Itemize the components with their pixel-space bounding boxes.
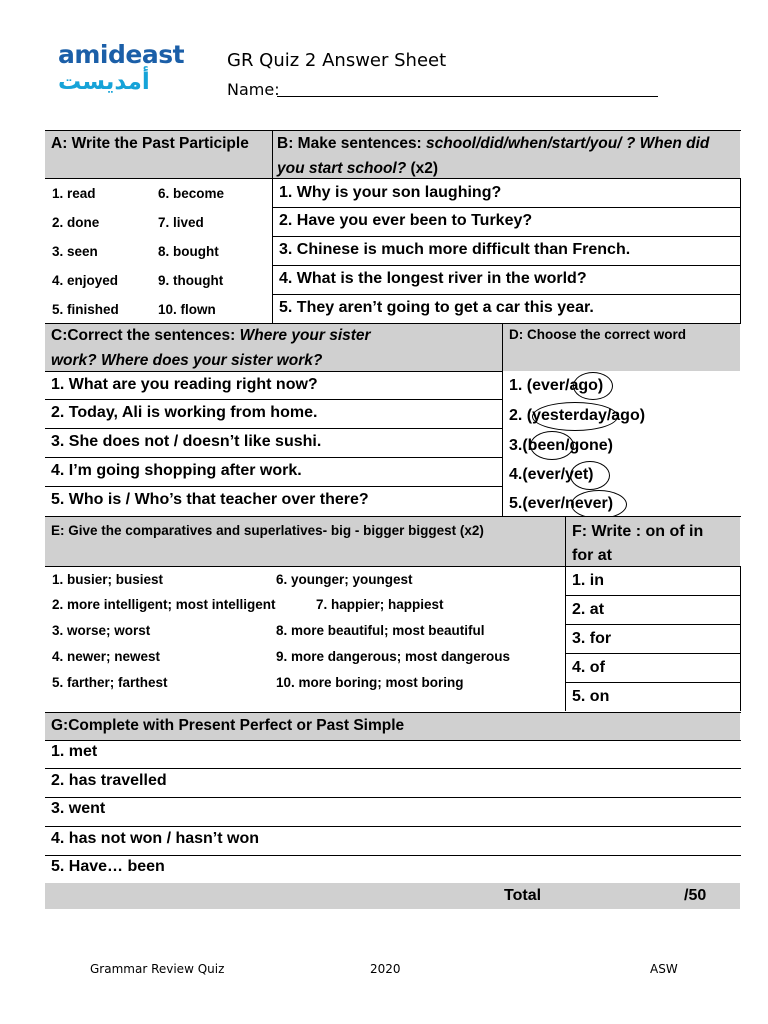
answer-circle — [532, 402, 618, 431]
table-line — [45, 768, 741, 769]
list-item: 3.(been/gone) — [509, 437, 614, 454]
list-item: 1. What are you reading right now? — [51, 376, 318, 393]
answer-circle — [573, 372, 613, 400]
section-d-heading: D: Choose the correct word — [509, 327, 687, 342]
list-item: 7. happier; happiest — [316, 597, 444, 612]
table-line — [45, 740, 741, 741]
list-item: 4. I’m going shopping after work. — [51, 462, 302, 479]
answer-circle — [530, 431, 574, 460]
section-c-heading-2: work? Where does your sister work? — [51, 352, 323, 369]
list-item: 2. Today, Ali is working from home. — [51, 404, 318, 421]
answer-circle — [571, 490, 627, 519]
list-item: 6. become — [158, 186, 225, 201]
footer-center: 2020 — [370, 962, 401, 976]
footer-left: Grammar Review Quiz — [90, 962, 225, 976]
list-item: 5. finished — [52, 302, 119, 317]
list-item: 3. Chinese is much more difficult than French. — [279, 241, 631, 258]
list-item: 3. She does not / doesn’t like sushi. — [51, 433, 322, 450]
list-item: 8. bought — [158, 244, 219, 259]
list-item: 3. for — [572, 630, 612, 647]
section-b-heading: B: Make sentences: school/did/when/start/you/ ? When did — [277, 135, 710, 152]
list-item: 9. thought — [158, 273, 224, 288]
list-item: 2. more intelligent; most intelligent — [52, 597, 276, 612]
list-item: 10. flown — [158, 302, 216, 317]
table-line — [565, 516, 566, 711]
table-line — [502, 323, 503, 516]
logo-english: amideast — [58, 40, 185, 69]
list-item: 1. Why is your son laughing? — [279, 184, 502, 201]
list-item: 5. on — [572, 688, 610, 705]
section-f-heading-2: for at — [572, 547, 612, 564]
amideast-logo — [58, 42, 183, 96]
list-item: 5.(ever/never) — [509, 495, 614, 512]
total-label: Total — [504, 887, 542, 904]
list-item: 3. went — [51, 800, 106, 817]
table-line — [565, 595, 741, 596]
page-title: GR Quiz 2 Answer Sheet — [227, 50, 447, 71]
list-item: 10. more boring; most boring — [276, 675, 464, 690]
list-item: 4. has not won / hasn’t won — [51, 830, 260, 847]
table-line — [45, 399, 502, 400]
list-item: 5. farther; farthest — [52, 675, 168, 690]
section-b-heading-2: you start school? (x2) — [277, 160, 439, 177]
list-item: 1. met — [51, 743, 98, 760]
table-line — [45, 130, 741, 131]
table-line — [45, 566, 565, 567]
list-item: 3. worse; worst — [52, 623, 151, 638]
table-line — [45, 797, 741, 798]
table-line — [740, 178, 741, 323]
table-line — [565, 624, 741, 625]
table-line — [565, 566, 741, 567]
table-line — [45, 516, 741, 517]
list-item: 3. seen — [52, 244, 98, 259]
list-item: 4.(ever/yet) — [509, 466, 594, 483]
name-field[interactable] — [277, 96, 658, 97]
table-line — [45, 712, 741, 713]
table-line — [565, 682, 741, 683]
list-item: 1. (ever/ago) — [509, 377, 604, 394]
table-line — [45, 457, 502, 458]
list-item: 2. done — [52, 215, 100, 230]
logo-arabic: أمديست — [58, 69, 150, 95]
section-a-heading: A: Write the Past Participle — [51, 135, 249, 152]
list-item: 4. of — [572, 659, 605, 676]
list-item: 5. Have… been — [51, 858, 165, 875]
section-g-heading: G:Complete with Present Perfect or Past Simple — [51, 717, 405, 734]
list-item: 7. lived — [158, 215, 204, 230]
table-line — [272, 294, 741, 295]
table-line — [272, 207, 741, 208]
table-line — [45, 826, 741, 827]
section-e-heading: E: Give the comparatives and superlatives- big - bigger biggest (x2) — [51, 523, 484, 538]
list-item: 6. younger; youngest — [276, 572, 413, 587]
table-line — [45, 486, 502, 487]
table-line — [272, 265, 741, 266]
section-f-heading: F: Write : on of in — [572, 523, 704, 540]
answer-circle — [570, 461, 610, 490]
name-label: Name: — [227, 80, 280, 99]
list-item: 2. has travelled — [51, 772, 167, 789]
table-line — [45, 428, 502, 429]
list-item: 4. newer; newest — [52, 649, 161, 664]
list-item: 8. more beautiful; most beautiful — [276, 623, 485, 638]
list-item: 9. more dangerous; most dangerous — [276, 649, 511, 664]
table-line — [740, 566, 741, 711]
total-score: /50 — [684, 887, 707, 904]
list-item: 2. (yesterday/ago) — [509, 407, 646, 424]
list-item: 2. at — [572, 601, 605, 618]
table-line — [45, 178, 741, 179]
table-line — [45, 371, 502, 372]
table-line — [565, 653, 741, 654]
list-item: 1. busier; busiest — [52, 572, 164, 587]
table-line — [45, 855, 741, 856]
list-item: 1. read — [52, 186, 96, 201]
list-item: 1. in — [572, 572, 605, 589]
footer-right: ASW — [650, 962, 678, 976]
table-line — [272, 236, 741, 237]
list-item: 5. They aren’t going to get a car this year. — [279, 299, 594, 316]
list-item: 5. Who is / Who’s that teacher over there? — [51, 491, 369, 508]
list-item: 4. What is the longest river in the world? — [279, 270, 587, 287]
section-c-heading: C:Correct the sentences: Where your sister — [51, 327, 371, 344]
list-item: 2. Have you ever been to Turkey? — [279, 212, 533, 229]
list-item: 4. enjoyed — [52, 273, 119, 288]
table-line — [272, 130, 273, 323]
total-row — [45, 883, 740, 909]
table-line — [45, 323, 741, 324]
